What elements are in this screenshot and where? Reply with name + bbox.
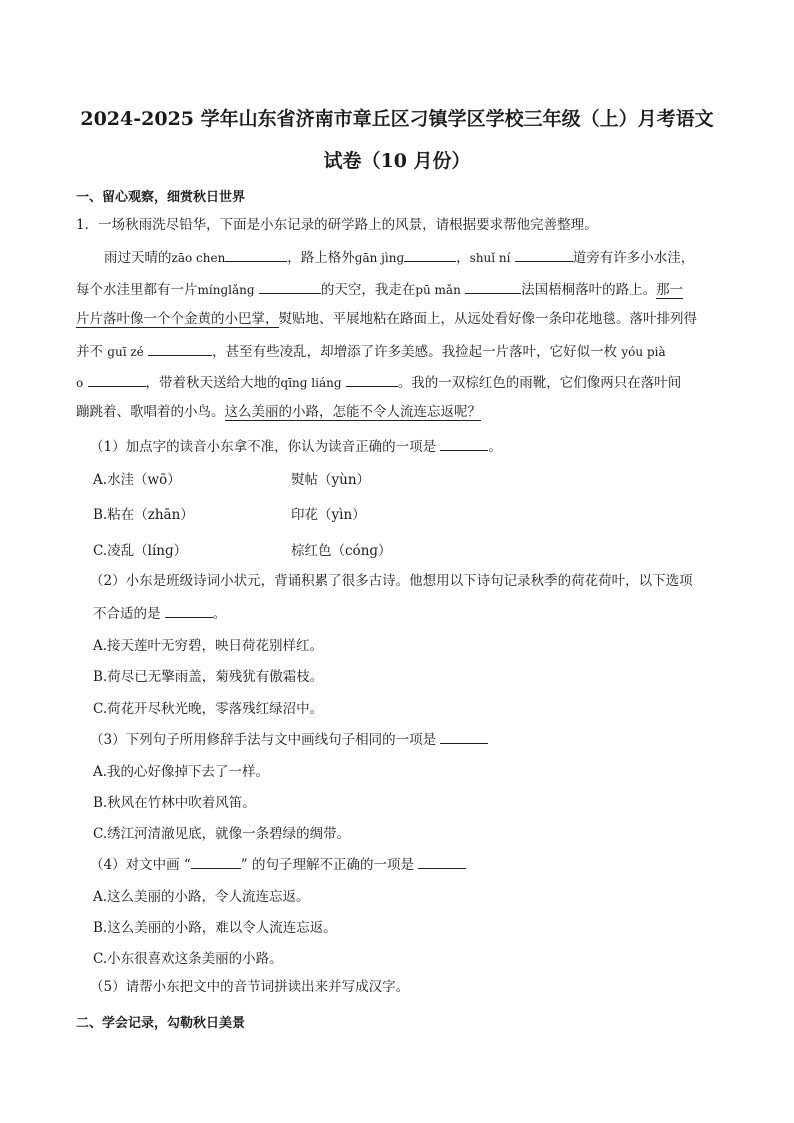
passage-line-2 (76, 279, 683, 299)
passage-text: 每个水洼里都有一片 (76, 282, 198, 298)
underlined-sentence: 片片落叶像一个个金黄的小巴掌， (76, 311, 279, 327)
option-b: B.这么美丽的小路，难以令人流连忘返。 (93, 920, 337, 936)
option-b-left: B.粘在（zhān） (93, 507, 194, 523)
passage-text: ，甚至有些凌乱，却增添了许多美感。我捡起一片落叶，它好似一枚 (212, 344, 618, 360)
question-1-stem: 1．一场秋雨洗尽铅华，下面是小东记录的研学路上的风景，请根据要求帮他完善整理。 (76, 217, 598, 233)
answer-blank[interactable] (346, 372, 398, 387)
answer-blank[interactable] (88, 372, 146, 387)
option-c: C.绣江河清澈见底，就像一条碧绿的绸带。 (93, 826, 351, 842)
question-text: 不合适的是 (93, 606, 161, 622)
sub-question-3-stem (90, 729, 488, 749)
answer-blank[interactable] (440, 729, 488, 744)
underlined-sentence: 这么美丽的小路，怎能不令人流连忘返呢？ (224, 404, 481, 420)
answer-blank[interactable] (259, 279, 321, 294)
option-b-right: 印花（yìn） (291, 507, 366, 523)
option-c-right: 棕红色（cónɡ） (291, 543, 392, 559)
passage-text: ，路上格外 (287, 250, 355, 266)
passage-text: 雨过天晴的 (104, 250, 172, 266)
exam-title-line-2: 试卷（10 月份） (323, 150, 471, 172)
passage-text: 熨贴地、平展地粘在路面上，从远处看好像一条印花地毯。落叶排列得 (278, 311, 697, 327)
answer-blank[interactable] (465, 279, 521, 294)
question-text: （1）加点字的读音小东拿不准，你认为读音正确的一项是 (90, 439, 437, 455)
option-c: C.荷花开尽秋光晚，零落残红绿沼中。 (93, 701, 324, 717)
answer-blank[interactable] (148, 341, 212, 356)
pinyin: qīnɡ liánɡ (280, 376, 342, 390)
option-a: A.这么美丽的小路，令人流连忘返。 (93, 889, 310, 905)
passage-text: 蹦跳着、歌唱着的小鸟。 (76, 404, 225, 420)
pinyin: shuǐ ní (469, 251, 511, 265)
pinyin: ɡān jìnɡ (354, 251, 405, 265)
answer-blank[interactable] (515, 247, 573, 262)
option-b: B.秋风在竹林中吹着风笛。 (93, 795, 256, 811)
section-1-heading: 一、留心观察，细赏秋日世界 (76, 190, 246, 205)
option-c-left: C.凌乱（línɡ） (93, 543, 188, 559)
sub-question-1-stem (90, 436, 502, 456)
passage-text: 。我的一双棕红色的雨靴，它们像两只在落叶间 (397, 375, 682, 391)
option-a-left: A.水洼（wō） (93, 472, 181, 488)
question-text: ” 的句子理解不正确的一项是 (240, 857, 414, 873)
passage-text: ，带着秋天送给大地的 (145, 375, 281, 391)
option-b: B.荷尽已无擎雨盖，菊残犹有傲霜枝。 (93, 669, 324, 685)
option-c: C.小东很喜欢这条美丽的小路。 (93, 951, 283, 967)
pinyin: mínɡlǎnɡ (197, 283, 255, 297)
passage-line-4 (76, 341, 666, 361)
passage-text: 并不 (76, 344, 103, 360)
passage-line-5 (76, 372, 681, 392)
answer-blank[interactable] (440, 436, 488, 451)
question-text: （4）对文中画 “ (90, 857, 191, 873)
answer-blank[interactable] (225, 247, 287, 262)
pinyin: zāo chen (171, 251, 226, 265)
pinyin: o (76, 376, 84, 390)
passage-text: 道旁有许多小水洼， (572, 250, 695, 266)
passage-line-1 (104, 247, 694, 267)
option-a: A.接天莲叶无穷碧，映日荷花别样红。 (93, 638, 324, 654)
question-text: 。 (488, 439, 502, 455)
pinyin: ɡuī zé (107, 345, 144, 359)
section-2-heading: 二、学会记录，勾勒秋日美景 (76, 1016, 246, 1031)
exam-title-line-1: 2024-2025 学年山东省济南市章丘区刁镇学区学校三年级（上）月考语文 (80, 108, 714, 130)
answer-blank[interactable] (191, 854, 241, 869)
passage-text: 法国梧桐落叶的路上。 (521, 282, 657, 298)
question-text: （3）下列句子所用修辞手法与文中画线句子相同的一项是 (90, 732, 437, 748)
sub-question-2-stem: （2）小东是班级诗词小状元，背诵积累了很多古诗。他想用以下诗句记录秋季的荷花荷叶，以下选项 (90, 573, 693, 589)
sub-question-2-stem-cont (93, 603, 226, 623)
sub-question-4-stem (90, 854, 466, 874)
passage-text: ， (456, 250, 470, 266)
answer-blank[interactable] (165, 603, 213, 618)
passage-text: 的天空，我走在 (320, 282, 416, 298)
answer-blank[interactable] (404, 247, 456, 262)
passage-line-6 (76, 403, 481, 421)
question-text: 。 (212, 606, 227, 622)
pinyin: yóu pià (621, 345, 666, 359)
sub-question-5-stem: （5）请帮小东把文中的音节词拼读出来并写成汉字。 (90, 979, 410, 995)
option-a-right: 熨帖（yùn） (291, 472, 371, 488)
option-a: A.我的心好像掉下去了一样。 (93, 764, 270, 780)
pinyin: pū mǎn (415, 283, 461, 297)
passage-line-3 (76, 310, 697, 328)
answer-blank[interactable] (418, 854, 466, 869)
underlined-sentence: 那一 (656, 282, 684, 298)
